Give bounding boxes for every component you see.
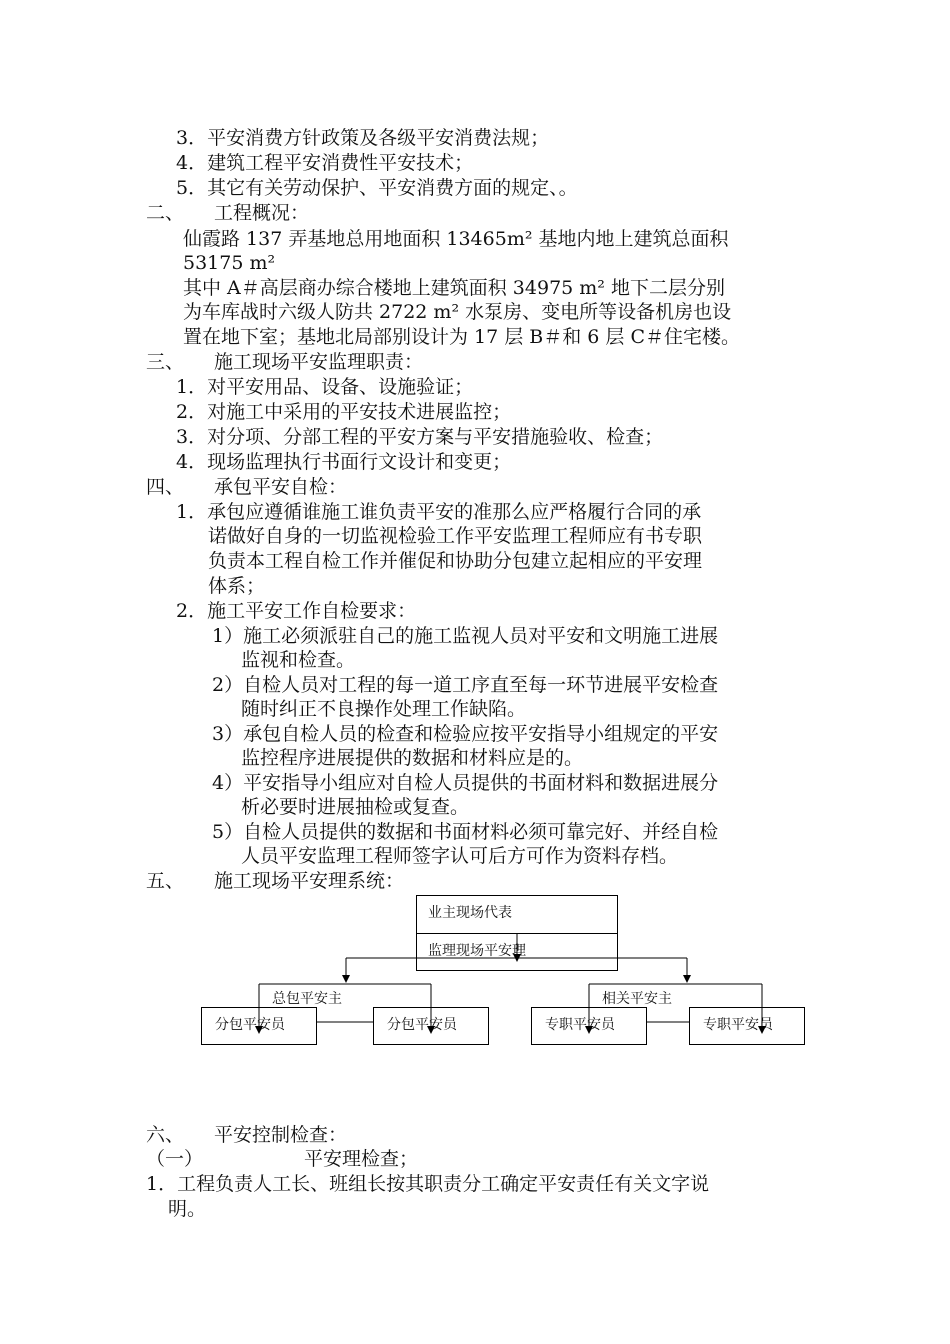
requirement-3-line-1: 3）承包自检人员的检查和检验应按平安指导小组规定的平安 (212, 723, 719, 745)
requirement-3-line-2: 监控程序进展提供的数据和材料应是的。 (241, 747, 584, 769)
requirement-2-line-1: 2）自检人员对工程的每一道工序直至每一环节进展平安检查 (212, 674, 719, 696)
section-5-heading: 施工现场平安理系统： (214, 870, 405, 892)
section-4-number: 四、 (146, 476, 185, 498)
overview-line-4: 为车库战时六级人防共 2722 m² 水泵房、变电所等设备机房也设 (183, 301, 732, 323)
subsection-1-number: （一） (146, 1148, 204, 1170)
regulation-item-5: 5．其它有关劳动保护、平安消费方面的规定、。 (176, 177, 578, 199)
self-check-item-1-line-3: 负责本工程自检工作并催促和协助分包建立起相应的平安理 (208, 550, 703, 572)
section-2-heading: 工程概况： (214, 202, 310, 224)
inspection-item-1-line-2: 明。 (168, 1198, 207, 1220)
right-dedicated-label-a: 专职平安员 (545, 1017, 615, 1033)
section-4-heading: 承包平安自检： (214, 476, 348, 498)
duty-item-3: 3．对分项、分部工程的平安方案与平安措施验收、检查； (176, 426, 664, 448)
self-check-item-2-heading: 2．施工平安工作自检要求： (176, 600, 417, 622)
supervisor-label: 监理现场平安理 (428, 943, 526, 959)
duty-item-4: 4．现场监理执行书面行文设计和变更； (176, 451, 512, 473)
requirement-5-line-1: 5）自检人员提供的数据和书面材料必须可靠完好、并经自检 (212, 821, 719, 843)
regulation-item-4: 4．建筑工程平安消费性平安技术； (176, 152, 474, 174)
left-subcontract-label-b: 分包平安员 (387, 1017, 457, 1033)
overview-line-5: 置在地下室；基地北局部别设计为 17 层 B＃和 6 层 C＃住宅楼。 (183, 326, 741, 348)
requirement-1-line-1: 1）施工必须派驻自己的施工监视人员对平安和文明施工进展 (212, 625, 719, 647)
related-safety-lead: 相关平安主 (602, 991, 672, 1007)
section-5-number: 五、 (146, 870, 185, 892)
section-3-number: 三、 (146, 351, 185, 373)
section-6-heading: 平安控制检查： (214, 1124, 348, 1146)
requirement-5-line-2: 人员平安监理工程师签字认可后方可作为资料存档。 (241, 845, 679, 867)
duty-item-2: 2．对施工中采用的平安技术进展监控； (176, 401, 512, 423)
regulation-item-3: 3．平安消费方针政策及各级平安消费法规； (176, 127, 550, 149)
requirement-4-line-2: 析必要时进展抽检或复查。 (241, 796, 470, 818)
requirement-4-line-1: 4）平安指导小组应对自检人员提供的书面材料和数据进展分 (212, 772, 719, 794)
section-3-heading: 施工现场平安监理职责： (214, 351, 424, 373)
subsection-1-heading: 平安理检查； (304, 1148, 419, 1170)
overview-line-2: 53175 m² (183, 252, 276, 274)
section-6-number: 六、 (146, 1124, 185, 1146)
duty-item-1: 1．对平安用品、设备、设施验证； (176, 376, 474, 398)
requirement-1-line-2: 监视和检查。 (241, 649, 356, 671)
inspection-item-1-line-1: 1．工程负责人工长、班组长按其职责分工确定平安责任有关文字说 (146, 1173, 710, 1195)
overview-line-3: 其中 A＃高层商办综合楼地上建筑面积 34975 m² 地下二层分别 (183, 277, 725, 299)
right-dedicated-label-b: 专职平安员 (703, 1017, 773, 1033)
requirement-2-line-2: 随时纠正不良操作处理工作缺陷。 (241, 698, 527, 720)
overview-line-1: 仙霞路 137 弄基地总用地面积 13465m² 基地内地上建筑总面积 (183, 228, 729, 250)
self-check-item-1-line-4: 体系； (208, 575, 266, 597)
section-2-number: 二、 (146, 202, 185, 224)
owner-rep-label: 业主现场代表 (428, 905, 512, 921)
self-check-item-1-line-1: 1．承包应遵循谁施工谁负责平安的准那么应严格履行合同的承 (176, 501, 702, 523)
left-subcontract-label-a: 分包平安员 (215, 1017, 285, 1033)
self-check-item-1-line-2: 诺做好自身的一切监视检验工作平安监理工程师应有书专职 (208, 525, 703, 547)
general-contract-safety-lead: 总包平安主 (272, 991, 342, 1007)
